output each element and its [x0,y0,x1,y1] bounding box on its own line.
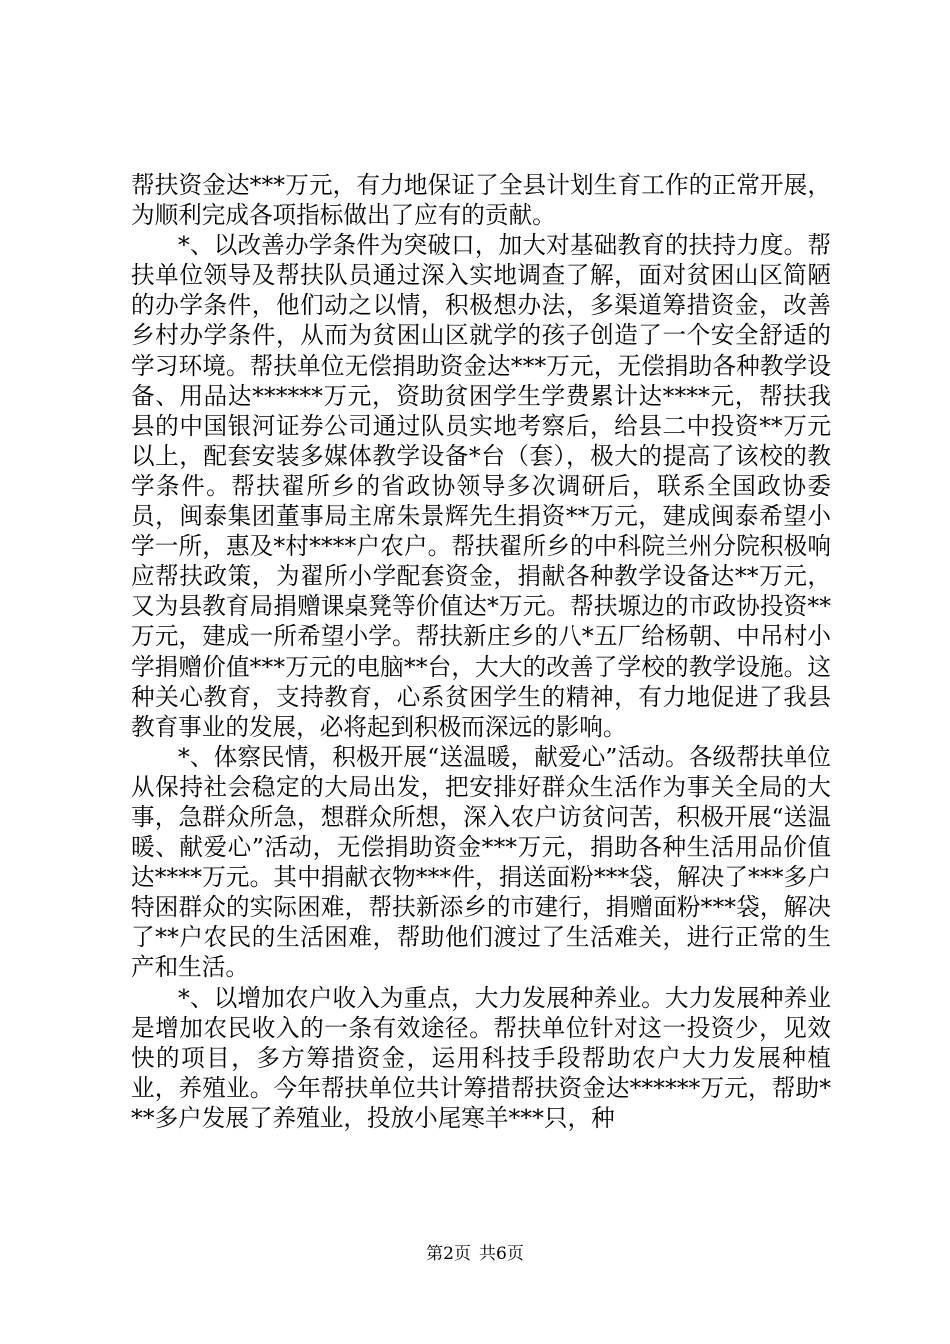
paragraph-3: *、体察民情，积极开展“送温暖，献爱心”活动。各级帮扶单位从保持社会稳定的大局出发，把安排好群众生活作为事关全局的大事，急群众所急，想群众所想，深入农户访贫问苦，积极开展“送温暖、献爱心”活动，无偿捐助资金***万元，捐助各种生活用品价值达****万元。其中捐献衣物***件，捐送面粉***袋，解决了***多户特困群众的实际困难，帮扶新添乡的市建行，捐赠面粉***袋，解决了**户农民的生活困难，帮助他们渡过了生活难关，进行正常的生产和生活。 [131,742,831,982]
page-total: 共6页 [479,1244,524,1264]
paragraph-2: *、以改善办学条件为突破口，加大对基础教育的扶持力度。帮扶单位领导及帮扶队员通过深入实地调查了解，面对贫困山区简陋的办学条件，他们动之以情，积极想办法，多渠道筹措资金，改善乡村办学条件，从而为贫困山区就学的孩子创造了一个安全舒适的学习环境。帮扶单位无偿捐助资金达***万元，无偿捐助各种教学设备、用品达******万元，资助贫困学生学费累计达****元，帮扶我县的中国银河证券公司通过队员实地考察后，给县二中投资**万元以上，配套安装多媒体教学设备*台（套），极大的提高了该校的教学条件。帮扶翟所乡的省政协领导多次调研后，联系全国政协委员，闽泰集团董事局主席朱景辉先生捐资**万元，建成闽泰希望小学一所，惠及*村****户农户。帮扶翟所乡的中科院兰州分院积极响应帮扶政策，为翟所小学配套资金，捐献各种教学设备达**万元，又为县教育局捐赠课桌凳等价值达*万元。帮扶塬边的市政协投资**万元，建成一所希望小学。帮扶新庄乡的八*五厂给杨朝、中吊村小学捐赠价值***万元的电脑**台，大大的改善了学校的教学设施。这种关心教育，支持教育，心系贫困学生的精神，有力地促进了我县教育事业的发展，必将起到积极而深远的影响。 [131,231,831,741]
page-number: 第2页 [426,1244,471,1264]
page-footer [0,1243,950,1265]
paragraph-1: 帮扶资金达***万元，有力地保证了全县计划生育工作的正常开展，为顺利完成各项指标做出了应有的贡献。 [131,171,831,230]
document-body [131,170,831,1133]
paragraph-4: *、以增加农户收入为重点，大力发展种养业。大力发展种养业是增加农民收入的一条有效途径。帮扶单位针对这一投资少，见效快的项目，多方筹措资金，运用科技手段帮助农户大力发展种植业，养殖业。今年帮扶单位共计筹措帮扶资金达******万元，帮助***多户发展了养殖业，投放小尾寒羊***只，种 [131,983,831,1132]
